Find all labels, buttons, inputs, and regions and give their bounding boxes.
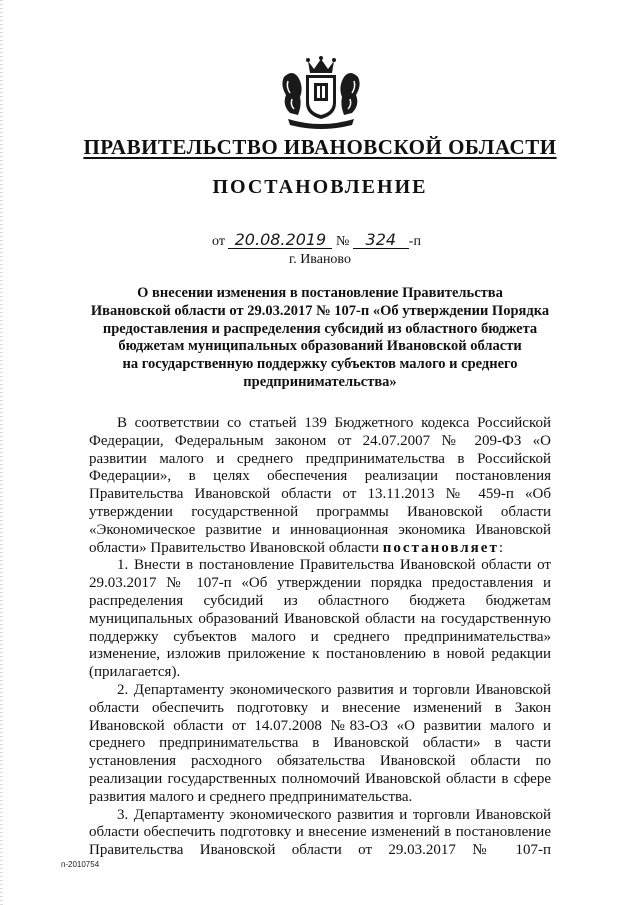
- document-type: ПОСТАНОВЛЕНИЕ: [212, 176, 428, 198]
- paragraph-item-1: 1. Внести в постановление Правительства Ивановской области от 29.03.2017 № 107-п «Об утверждении порядка предоставления и распределения субсидий из областного бюджета бюджетам муниципальных образований Ивановской области на государственную поддержку субъектов малого и среднего предпринимательства» изменение, изложив приложение к постановлению в новой редакции (прилагается).: [89, 557, 551, 681]
- resolves-word: постановляет: [382, 539, 499, 556]
- city: г. Иваново: [289, 252, 351, 267]
- paragraph-item-2: 2. Департаменту экономического развития и торговли Ивановской области обеспечить подготовку и внесение изменений в Закон Ивановской области от 14.07.2008 №83-ОЗ «О развитии малого и среднего предпринимательства в Ивановской области» в части установления расходного обязательства Ивановской области по реализации государственных полномочий Ивановской области в сфере развития малого и среднего предпринимательства.: [89, 681, 551, 805]
- title-line: бюджетам муниципальных образований Ивановской области: [118, 338, 522, 355]
- number-label: №: [335, 234, 350, 249]
- coat-of-arms-emblem: [274, 55, 368, 131]
- title-line: Ивановской области от 29.03.2017 № 107-п «Об утверждении Порядка: [90, 302, 550, 319]
- date-number-line: [212, 232, 421, 250]
- title-line: предпринимательства»: [243, 373, 397, 390]
- number-suffix: -п: [408, 234, 421, 249]
- intro-paragraph: [89, 415, 551, 557]
- title-line: О внесении изменения в постановление Правительства: [137, 285, 503, 301]
- organization-name-text: ПРАВИТЕЛЬСТВО ИВАНОВСКОЙ ОБЛАСТИ: [83, 135, 557, 159]
- document-body: [89, 415, 551, 860]
- paragraph-item-3: 3. Департаменту экономического развития и торговли Ивановской области обеспечить подготовку и внесение изменений в постановление Правительства Ивановской области от 29.03.2017 № 107-п: [89, 806, 551, 859]
- organization-name: [0, 135, 640, 160]
- from-label: от: [212, 234, 225, 249]
- title-line: на государственную поддержку субъектов малого и среднего: [122, 356, 518, 373]
- title-line: предоставления и распределения субсидий из областного бюджета: [102, 320, 538, 337]
- handwritten-number: 324: [353, 232, 409, 249]
- resolves-colon: :: [498, 539, 503, 556]
- footer-code: п-2010754: [61, 860, 100, 869]
- document-title: [80, 285, 560, 392]
- intro-text: В соответствии со статьей 139 Бюджетного кодекса Российской Федерации, Федеральным законом от 24.07.2007 № 209-ФЗ «О развитии малого и среднего предпринимательства в Российской Федерации», в целях обеспечения реализации постановления Правительства Ивановской области от 13.11.2013 № 459-п «Об утверждении государственной программы Ивановской области «Экономическое развитие и инновационная экономика Ивановской области» Правительство Ивановской области: [89, 415, 551, 556]
- handwritten-date: 20.08.2019: [228, 232, 332, 249]
